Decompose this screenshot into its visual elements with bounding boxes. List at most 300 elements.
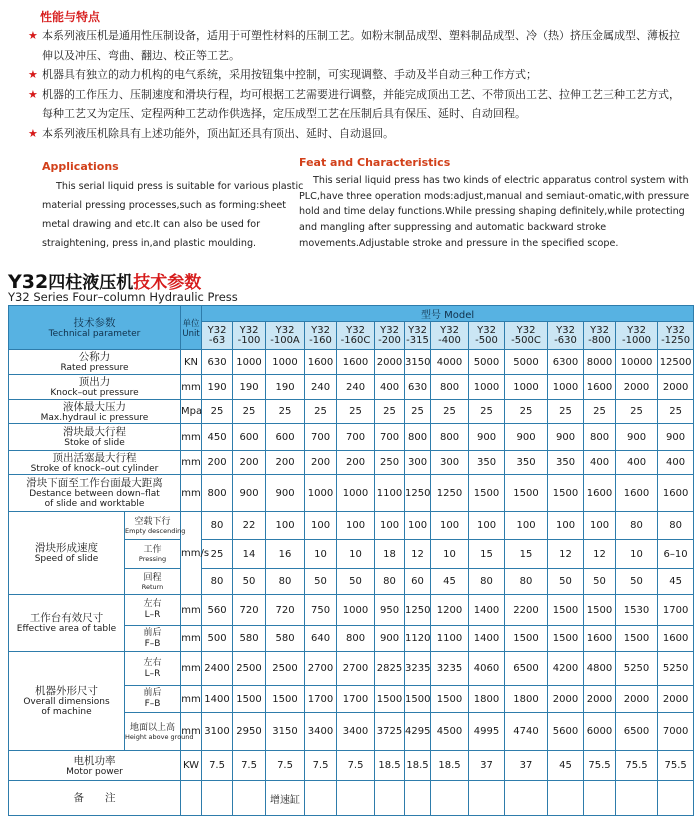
value-cell: 1600 [337,350,375,375]
value-cell: 240 [305,375,337,400]
param-label-cn: 顶出活塞最大行程 [52,451,137,464]
value-cell: 4200 [548,652,584,686]
value-cell: 7.5 [266,751,305,781]
value-cell: 630 [405,375,431,400]
value-cell: 25 [548,400,584,424]
value-cell: 80 [266,569,305,595]
value-cell: 1000 [337,475,375,512]
value-cell: 100 [469,512,505,540]
unit-cell: mm/s [181,512,202,595]
unit-cell: mm [181,375,202,400]
value-cell: 10 [431,540,469,569]
param-label-en: Stoke of slide [64,438,125,448]
value-cell: 1600 [658,626,694,652]
value-cell: 3100 [202,713,233,751]
value-cell: 800 [405,424,431,451]
feature-item: ★ 机器的工作压力、压制速度和滑块行程，均可根据工艺需要进行调整，并能完成顶出工艺、不带顶出工艺、拉伸工艺三种工艺方式，每种工艺又为定压、定程两种工艺动作供选择，定压成型工艺在压制后具有保压、延时、自动回程。 [28,85,688,124]
value-cell [505,781,548,816]
value-cell: 1000 [305,475,337,512]
value-cell: 900 [505,424,548,451]
value-cell: 25 [584,400,616,424]
value-cell: 950 [375,595,405,626]
sub-label [125,512,186,540]
value-cell [305,781,337,816]
value-cell: 7.5 [337,751,375,781]
value-cell: 4295 [405,713,431,751]
value-cell: 580 [266,626,305,652]
param-label-cn: 电机功率 [73,754,116,767]
unit-cell: KN [181,350,202,375]
value-cell: 80 [202,569,233,595]
value-cell: 80 [616,512,658,540]
value-cell: 80 [375,569,405,595]
value-cell: 4060 [469,652,505,686]
applications-section [42,160,310,253]
table-row [9,424,694,451]
value-cell: 50 [337,569,375,595]
value-cell: 1500 [548,595,584,626]
value-cell: 800 [337,626,375,652]
value-cell: 1000 [548,375,584,400]
value-cell [405,781,431,816]
unit-cell: mm [181,626,202,652]
value-cell: 350 [548,451,584,475]
value-cell: 1500 [548,475,584,512]
value-cell: 4740 [505,713,548,751]
value-cell: 600 [266,424,305,451]
value-cell: 2000 [658,375,694,400]
features-list-cn [28,26,688,144]
param-label-en: Knock–out pressure [50,388,139,398]
value-cell: 400 [616,451,658,475]
table-row [9,475,694,512]
param-label-cn: 滑块形成速度 [35,542,98,554]
sub-label-en: L–R [144,668,161,679]
sub-label-en: Empty descending [125,526,186,535]
applications-heading: Applications [42,160,119,173]
value-cell: 3725 [375,713,405,751]
value-cell: 900 [548,424,584,451]
sub-label [125,686,181,713]
value-cell: 800 [431,424,469,451]
value-cell: 1000 [505,375,548,400]
value-cell [616,781,658,816]
value-cell: 1700 [337,686,375,713]
value-cell: 37 [469,751,505,781]
table-row [9,350,694,375]
value-cell: 25 [616,400,658,424]
value-cell: 1000 [233,350,266,375]
value-cell: 4000 [431,350,469,375]
value-cell: 900 [375,626,405,652]
value-cell: 1500 [431,686,469,713]
value-cell: 800 [584,424,616,451]
value-cell: 6000 [584,713,616,751]
sub-label [125,652,181,686]
value-cell: 50 [233,569,266,595]
value-cell: 720 [233,595,266,626]
value-cell: 450 [202,424,233,451]
value-cell: 1100 [375,475,405,512]
value-cell: 1100 [431,626,469,652]
unit-cell: mm [181,652,202,686]
value-cell: 750 [305,595,337,626]
value-cell: 1700 [305,686,337,713]
param-label-en: Rated pressure [60,363,129,373]
value-cell: 4995 [469,713,505,751]
value-cell: 5250 [658,652,694,686]
value-cell: 25 [202,400,233,424]
sub-label-cn: 回程 [143,572,162,583]
value-cell: 50 [548,569,584,595]
value-cell: 400 [375,375,405,400]
value-cell: 100 [584,512,616,540]
value-cell: 2400 [202,652,233,686]
value-cell: 1600 [584,475,616,512]
star-icon: ★ [28,68,38,82]
value-cell: 1600 [584,375,616,400]
value-cell: 25 [405,400,431,424]
value-cell: 1600 [305,350,337,375]
value-cell: 3150 [405,350,431,375]
param-header: 技术参数 Technical parameter [9,306,181,350]
value-cell: 25 [431,400,469,424]
sub-label-en: Pressing [138,555,167,563]
value-cell: 10 [337,540,375,569]
param-label-cn: 液体最大压力 [63,400,126,413]
value-cell: 900 [616,424,658,451]
value-cell: 100 [548,512,584,540]
param-label [9,451,181,475]
table-row [9,400,694,424]
value-cell: 15 [469,540,505,569]
param-label-cn: 机器外形尺寸 [35,685,98,697]
value-cell: 1800 [469,686,505,713]
value-cell: 190 [233,375,266,400]
value-cell: 1250 [431,475,469,512]
model-cell: Y32 -100 [233,322,266,350]
value-cell: 60 [405,569,431,595]
value-cell: 250 [375,451,405,475]
value-cell [469,781,505,816]
value-cell: 200 [337,451,375,475]
value-cell: 10000 [616,350,658,375]
value-cell: 1250 [405,595,431,626]
sub-label-cn: 左右 [143,599,162,609]
value-cell: 560 [202,595,233,626]
param-label [9,512,125,595]
model-cell: Y32 -500 [469,322,505,350]
value-cell: 200 [233,451,266,475]
value-cell: 2000 [375,350,405,375]
unit-cell [181,781,202,816]
value-cell: 200 [202,451,233,475]
value-cell: 1500 [266,686,305,713]
value-cell: 3235 [405,652,431,686]
value-cell: 10 [305,540,337,569]
feature-item: ★ 本系列液压机是通用性压制设备，适用于可塑性材料的压制工艺。如粉末制品成型、塑料制品成型、冷（热）挤压金属成型、薄板拉伸以及冲压、弯曲、翻边、校正等工艺。 [28,26,688,65]
value-cell: 700 [337,424,375,451]
characteristics-section [299,156,691,252]
value-cell: 2700 [337,652,375,686]
value-cell: 1120 [405,626,431,652]
unit-cell: mm [181,424,202,451]
value-cell: 2000 [658,686,694,713]
param-label [9,375,181,400]
table-header-row [9,306,694,322]
model-cell: Y32 -400 [431,322,469,350]
value-cell: 100 [337,512,375,540]
param-label-en: Max.hydraul ic pressure [40,412,149,423]
sub-label-en: F–B [144,699,161,709]
value-cell: 900 [233,475,266,512]
unit-cell: Mpa [181,400,202,424]
value-cell: 50 [584,569,616,595]
value-cell [233,781,266,816]
value-cell: 75.5 [584,751,616,781]
model-cell: Y32 -160C [337,322,375,350]
value-cell: 3150 [266,713,305,751]
value-cell: 1500 [375,686,405,713]
param-label [9,475,181,512]
value-cell [548,781,584,816]
param-label-en: Motor power [66,766,123,777]
sub-label [125,569,181,595]
value-cell: 2200 [505,595,548,626]
value-cell: 100 [305,512,337,540]
value-cell: 1600 [616,475,658,512]
value-cell: 100 [431,512,469,540]
value-cell: 80 [469,569,505,595]
sub-label-cn: 左右 [143,657,162,668]
sub-label-en: L–R [144,610,161,620]
value-cell: 1000 [266,350,305,375]
value-cell: 25 [233,400,266,424]
value-cell: 16 [266,540,305,569]
value-cell: 5000 [469,350,505,375]
param-label-en: of machine [41,707,92,717]
value-cell: 6500 [616,713,658,751]
characteristics-heading: Feat and Characteristics [299,156,451,169]
value-cell [584,781,616,816]
param-label-cn: 滑块最大行程 [63,426,126,438]
value-cell: 240 [337,375,375,400]
value-cell: 600 [233,424,266,451]
table-row [9,595,694,626]
table-row [9,652,694,686]
value-cell: 75.5 [658,751,694,781]
table-row [9,751,694,781]
value-cell: 6500 [505,652,548,686]
value-cell: 2500 [266,652,305,686]
value-cell: 1500 [505,626,548,652]
unit-cell: mm [181,686,202,713]
spec-table [8,305,694,816]
param-label-en: of slide and worktable [44,499,145,509]
value-cell [337,781,375,816]
value-cell: 1500 [233,686,266,713]
table-title: Y32四柱液压机技术参数 [8,271,202,293]
model-cell: Y32 -1000 [616,322,658,350]
param-label-en: Speed of slide [34,554,99,564]
value-cell: 45 [548,751,584,781]
table-row [9,375,694,400]
value-cell: 1400 [469,626,505,652]
value-cell: 25 [469,400,505,424]
value-cell: 3400 [337,713,375,751]
model-cell: Y32 -100A [266,322,305,350]
value-cell: 1500 [616,626,658,652]
value-cell: 640 [305,626,337,652]
value-cell: 2000 [584,686,616,713]
param-label-cn: 顶出力 [78,376,111,388]
param-label-cn: 公称力 [78,351,111,363]
value-cell: 4500 [431,713,469,751]
value-cell: 100 [405,512,431,540]
table-row [9,512,694,540]
sub-label-cn: 前后 [143,627,162,638]
value-cell: 25 [202,540,233,569]
value-cell: 1400 [469,595,505,626]
value-cell: 200 [305,451,337,475]
sub-label-en: F–B [144,638,161,649]
features-heading-cn: 性能与特点 [40,10,101,24]
value-cell: 7.5 [305,751,337,781]
value-cell: 25 [305,400,337,424]
feature-item: ★ 本系列液压机除具有上述功能外，顶出缸还具有顶出、延时、自动退回。 [28,124,688,144]
value-cell: 580 [233,626,266,652]
sub-label-cn: 前后 [143,688,162,698]
unit-cell: mm [181,595,202,626]
value-cell: 1250 [405,475,431,512]
sub-label [125,595,181,626]
param-label-en: Effective area of table [16,624,117,634]
value-cell: 500 [202,626,233,652]
param-label [9,424,181,451]
value-cell: 5000 [505,350,548,375]
value-cell: 900 [266,475,305,512]
value-cell: 1500 [405,686,431,713]
value-cell: 增速缸 [266,781,305,816]
table-row [9,451,694,475]
param-label [9,751,181,781]
value-cell: 10 [616,540,658,569]
star-icon: ★ [28,87,38,101]
value-cell: 50 [305,569,337,595]
value-cell: 900 [469,424,505,451]
unit-cell: mm [181,475,202,512]
star-icon: ★ [28,126,38,140]
value-cell: 37 [505,751,548,781]
model-cell: Y32 -630 [548,322,584,350]
value-cell: 100 [375,512,405,540]
sub-label [125,626,181,652]
value-cell: 800 [431,375,469,400]
unit-header: 单位 Unit [181,306,202,350]
value-cell: 80 [202,512,233,540]
value-cell: 400 [658,451,694,475]
value-cell: 1500 [469,475,505,512]
value-cell: 100 [505,512,548,540]
param-label [9,652,125,751]
value-cell [202,781,233,816]
value-cell: 190 [266,375,305,400]
model-cell: Y32 -200 [375,322,405,350]
value-cell: 25 [337,400,375,424]
value-cell: 400 [584,451,616,475]
value-cell: 1500 [584,595,616,626]
value-cell: 7000 [658,713,694,751]
value-cell: 6–10 [658,540,694,569]
param-label-cn: 工作台有效尺寸 [29,612,104,624]
value-cell: 630 [202,350,233,375]
value-cell: 25 [658,400,694,424]
value-cell: 300 [431,451,469,475]
value-cell: 5250 [616,652,658,686]
value-cell: 45 [658,569,694,595]
value-cell: 700 [375,424,405,451]
value-cell: 1000 [469,375,505,400]
star-icon: ★ [28,29,38,42]
value-cell: 18.5 [405,751,431,781]
value-cell: 22 [233,512,266,540]
param-label-en: Stroke of knock–out cylinder [30,463,159,474]
value-cell: 350 [505,451,548,475]
param-label-en: Destance between down–flat [29,489,160,499]
param-label-cn: 滑块下面至工作台面最大距离 [26,477,163,489]
value-cell: 18 [375,540,405,569]
feature-item: ★ 机器具有独立的动力机构的电气系统，采用按钮集中控制，可实现调整、手动及半自动三种工作方式； [28,65,688,85]
sub-label-en: Height above ground [125,732,194,741]
value-cell: 7.5 [233,751,266,781]
table-row [9,781,694,816]
param-label-cn: 备 注 [73,792,116,804]
param-label [9,400,181,424]
table-subtitle: Y32 Series Four–column Hydraulic Press [8,290,238,304]
value-cell: 18.5 [375,751,405,781]
param-label-en: Overall dimensions [23,697,110,707]
model-cell: Y32 -800 [584,322,616,350]
param-label [9,350,181,375]
value-cell: 12 [405,540,431,569]
value-cell: 1600 [584,626,616,652]
value-cell: 1400 [202,686,233,713]
model-cell: Y32 -315 [405,322,431,350]
value-cell: 2950 [233,713,266,751]
value-cell: 1600 [658,475,694,512]
value-cell: 1500 [505,475,548,512]
value-cell: 2700 [305,652,337,686]
param-label [9,781,181,816]
value-cell: 50 [616,569,658,595]
applications-text: This serial liquid press is suitable for various plastic material pressing processes,such as forming:sheet metal drawing and etc.It can also be used for straightening, press in,and plastic moulding. [42,181,304,249]
characteristics-text: This serial liquid press has two kinds of electric apparatus control system with PLC,have three operation mods:adjust,manual and semiaut-omatic,with pressure hold and time delay functions.While pressing shaping definitely,while protecting and mangling after suppressing and automatic backward stroke movements.Adjustable stroke and pressure in the specified scope. [299,175,690,249]
value-cell: 1800 [505,686,548,713]
value-cell: 200 [266,451,305,475]
value-cell: 8000 [584,350,616,375]
value-cell: 2000 [616,686,658,713]
model-header: 型号 Model [202,306,694,322]
sub-label [125,540,181,569]
value-cell: 2500 [233,652,266,686]
unit-cell: KW [181,751,202,781]
value-cell: 6300 [548,350,584,375]
value-cell: 720 [266,595,305,626]
value-cell: 350 [469,451,505,475]
model-cell: Y32 -500C [505,322,548,350]
sub-label-en: Return [141,582,164,591]
value-cell: 1530 [616,595,658,626]
